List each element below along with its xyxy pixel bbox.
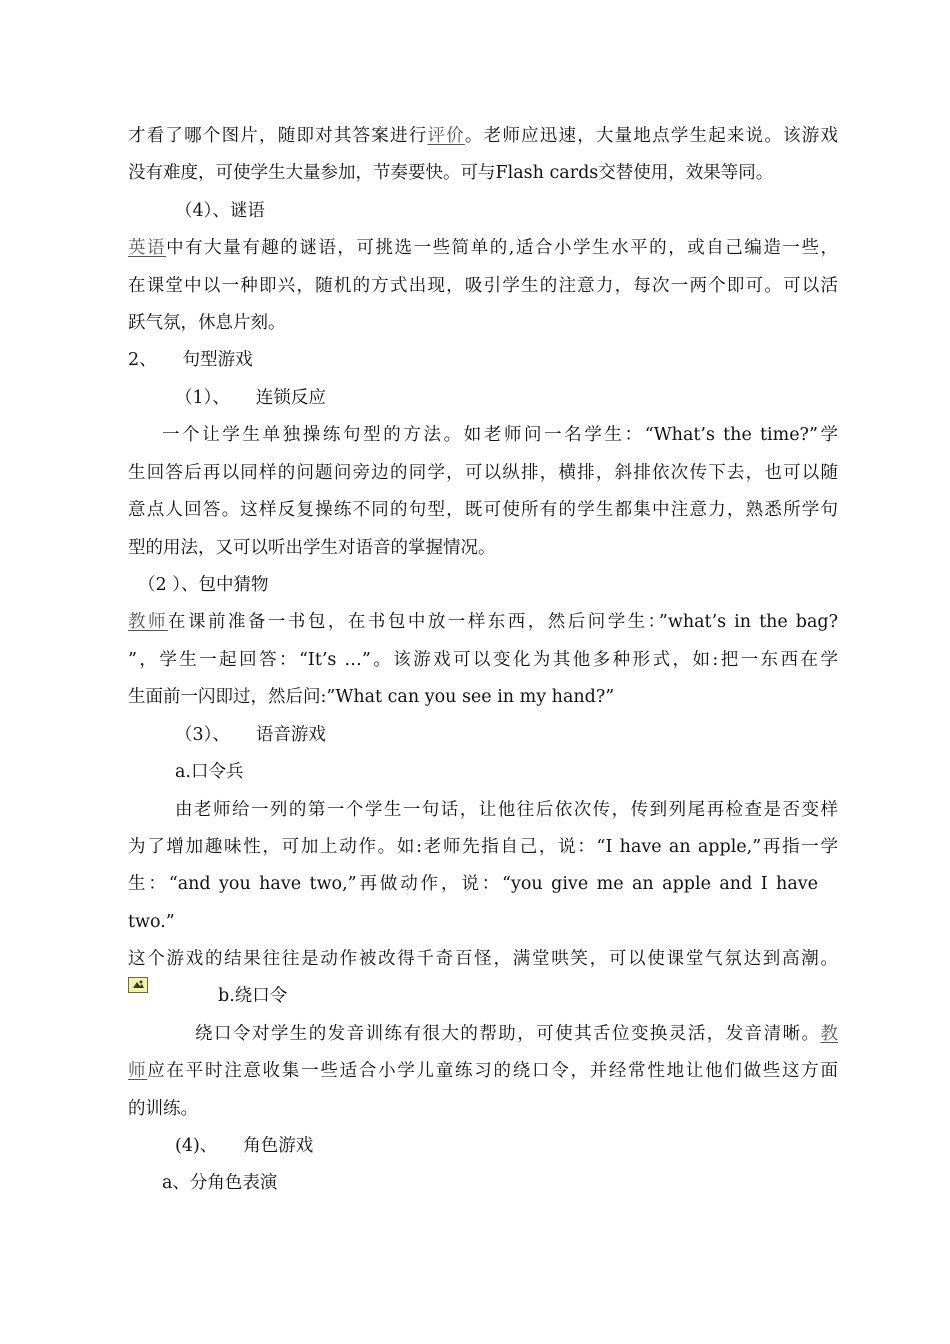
paragraph-line: 一个让学生单独操练句型的方法。如老师问一名学生：“What’s the time?”学 bbox=[162, 425, 838, 445]
paragraph-line: 生：“and you have two,”再做动作，说：“you give me an apple and I have bbox=[128, 874, 818, 894]
image-placeholder-icon bbox=[128, 977, 148, 993]
paragraph-line: 绕口令对学生的发音训练有很大的帮助，可使其舌位变换灵活，发音清晰。教 bbox=[195, 1024, 838, 1044]
paragraph-line: 生面前一闪即过，然后问:”What can you see in my hand?” bbox=[128, 687, 615, 707]
link-teacher-part1[interactable]: 教 bbox=[820, 1024, 838, 1044]
item-heading-password-soldier: a.口令兵 bbox=[175, 762, 244, 782]
link-english[interactable]: 英语 bbox=[128, 238, 167, 258]
paragraph-line: 才看了哪个图片，随即对其答案进行评价。老师应迅速，大量地点学生起来说。该游戏 bbox=[128, 126, 839, 146]
paragraph-line: 师应在平时注意收集一些适合小学儿童练习的绕口令，并经常性地让他们做些这方面 bbox=[128, 1061, 839, 1081]
subsection-heading-guess-bag: （2 ）、包中猜物 bbox=[138, 575, 269, 595]
paragraph-line: 生回答后再以同样的问题问旁边的同学，可以纵排，横排，斜排依次传下去，也可以随 bbox=[128, 463, 838, 483]
subsection-heading-phonetic-games: （3）、 语音游戏 bbox=[175, 725, 326, 745]
paragraph-line: 为了增加趣味性，可加上动作。如:老师先指自己，说：“I have an apple,”再指一学 bbox=[128, 837, 838, 857]
paragraph-line: two.” bbox=[128, 912, 175, 932]
link-teacher-part2[interactable]: 师 bbox=[128, 1061, 148, 1081]
section-heading-sentence-games: 2、 句型游戏 bbox=[128, 350, 253, 370]
section-heading-riddles: （4）、谜语 bbox=[175, 201, 265, 221]
paragraph-line: 英语中有大量有趣的谜语，可挑选一些简单的,适合小学生水平的，或自己编造一些， bbox=[128, 238, 838, 258]
paragraph-line: ”，学生一起回答：“It’s …”。该游戏可以变化为其他多种形式，如:把一东西在学 bbox=[128, 650, 838, 670]
paragraph-line: 的训练。 bbox=[128, 1099, 198, 1119]
paragraph-line: 没有难度，可使学生大量参加，节奏要快。可与Flash cards交替使用，效果等同。 bbox=[128, 163, 774, 183]
paragraph-line: 由老师给一列的第一个学生一句话，让他往后依次传，传到列尾再检查是否变样 bbox=[175, 800, 838, 820]
subsection-heading-role-games: (4)、 角色游戏 bbox=[175, 1136, 314, 1156]
subsection-heading-chain-reaction: （1）、 连锁反应 bbox=[175, 388, 326, 408]
paragraph-line: 教师在课前准备一书包，在书包中放一样东西，然后问学生：”what’s in the bag? bbox=[128, 612, 839, 632]
paragraph-line: 跃气氛，休息片刻。 bbox=[128, 313, 286, 333]
paragraph-line: 意点人回答。这样反复操练不同的句型，既可使所有的学生都集中注意力，熟悉所学句 bbox=[128, 500, 838, 520]
link-evaluation[interactable]: 评价 bbox=[427, 126, 465, 146]
link-teacher[interactable]: 教师 bbox=[128, 612, 168, 632]
paragraph-line: 这个游戏的结果往往是动作被改得千奇百怪，满堂哄笑，可以使课堂气氛达到高潮。 bbox=[128, 949, 838, 969]
paragraph-line: 在课堂中以一种即兴，随机的方式出现，吸引学生的注意力，每次一两个即可。可以活 bbox=[128, 276, 838, 296]
item-heading-tongue-twister: b.绕口令 bbox=[218, 986, 288, 1006]
item-heading-role-play: a、分角色表演 bbox=[162, 1173, 278, 1193]
paragraph-line: 型的用法，又可以听出学生对语音的掌握情况。 bbox=[128, 538, 496, 558]
